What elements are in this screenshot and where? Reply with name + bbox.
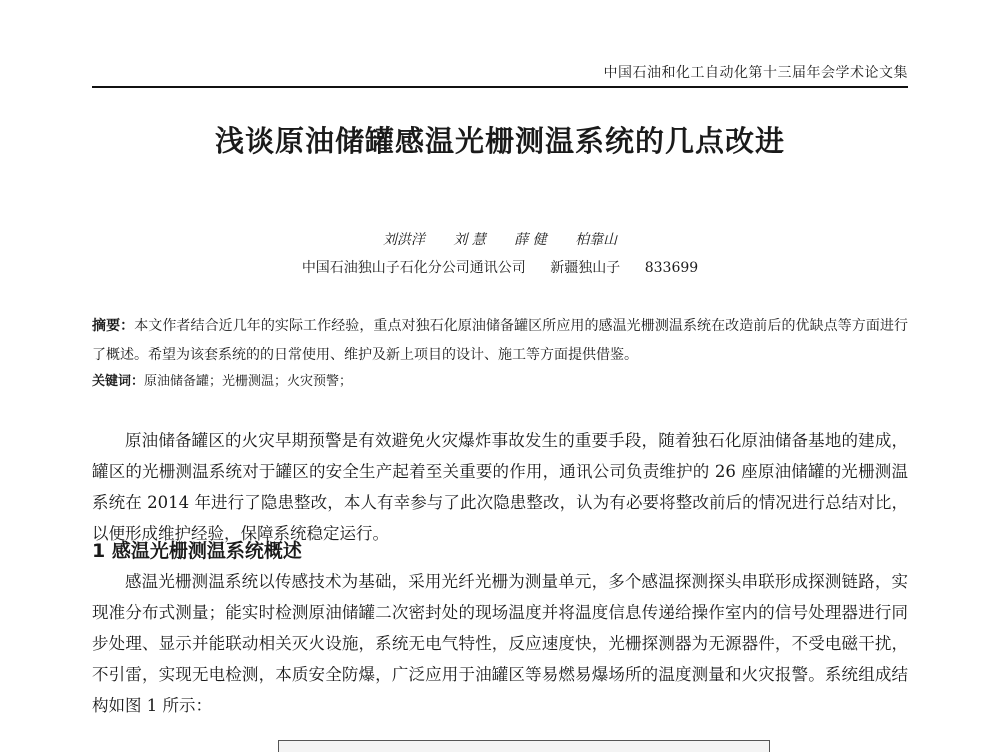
figure-1-preview: [278, 740, 770, 752]
keywords: [92, 370, 908, 389]
keywords-text: 原油储备罐；光栅测温；火灾预警；: [144, 374, 353, 389]
abstract: [92, 312, 908, 370]
abstract-label: 摘要：: [92, 318, 135, 334]
affiliation-org: 中国石油独山子石化分公司通讯公司: [301, 260, 526, 276]
intro-paragraph: 原油储备罐区的火灾早期预警是有效避免火灾爆炸事故发生的重要手段，随着独石化原油储备基地的建成，罐区的光栅测温系统对于罐区的安全生产起着至关重要的作用，通讯公司负责维护的 26 座原油储罐的光栅测温系统在 2014 年进行了隐患整改，本人有幸参与了此次隐患整改，认为有必要将整改前后的情况进行总结对比，以便形成维护经验，保障系统稳定运行。: [92, 431, 908, 543]
header-rule: [92, 86, 908, 88]
section-heading: 1 感温光栅测温系统概述: [92, 540, 302, 562]
affiliation-city: 新疆独山子: [550, 260, 621, 276]
author-name: 薛 健: [514, 232, 547, 248]
author-name: 柏靠山: [575, 232, 618, 248]
affiliation-postcode: 833699: [644, 260, 699, 276]
running-header: 中国石油和化工自动化第十三届年会学术论文集: [603, 65, 908, 81]
author-name: 刘洪洋: [382, 232, 425, 248]
author-list: [0, 229, 1000, 249]
paper-title: 浅谈原油储罐感温光栅测温系统的几点改进: [214, 124, 785, 158]
affiliation: [0, 257, 1000, 277]
abstract-text: 本文作者结合近几年的实际工作经验，重点对独石化原油储备罐区所应用的感温光栅测温系统在改造前后的优缺点等方面进行了概述。希望为该套系统的的日常使用、维护及新上项目的设计、施工等方面提供借鉴。: [92, 318, 909, 363]
author-name: 刘 慧: [453, 232, 486, 248]
section-paragraph: 感温光栅测温系统以传感技术为基础，采用光纤光栅为测量单元，多个感温探测探头串联形成探测链路，实现准分布式测量；能实时检测原油储罐二次密封处的现场温度并将温度信息传递给操作室内的信号处理器进行同步处理、显示并能联动相关灭火设施，系统无电气特性，反应速度快，光栅探测器为无源器件，不受电磁干扰，不引雷，实现无电检测，本质安全防爆，广泛应用于油罐区等易燃易爆场所的温度测量和火灾报警。系统组成结构如图 1 所示：: [92, 572, 908, 715]
keywords-label: 关键词：: [92, 374, 145, 389]
